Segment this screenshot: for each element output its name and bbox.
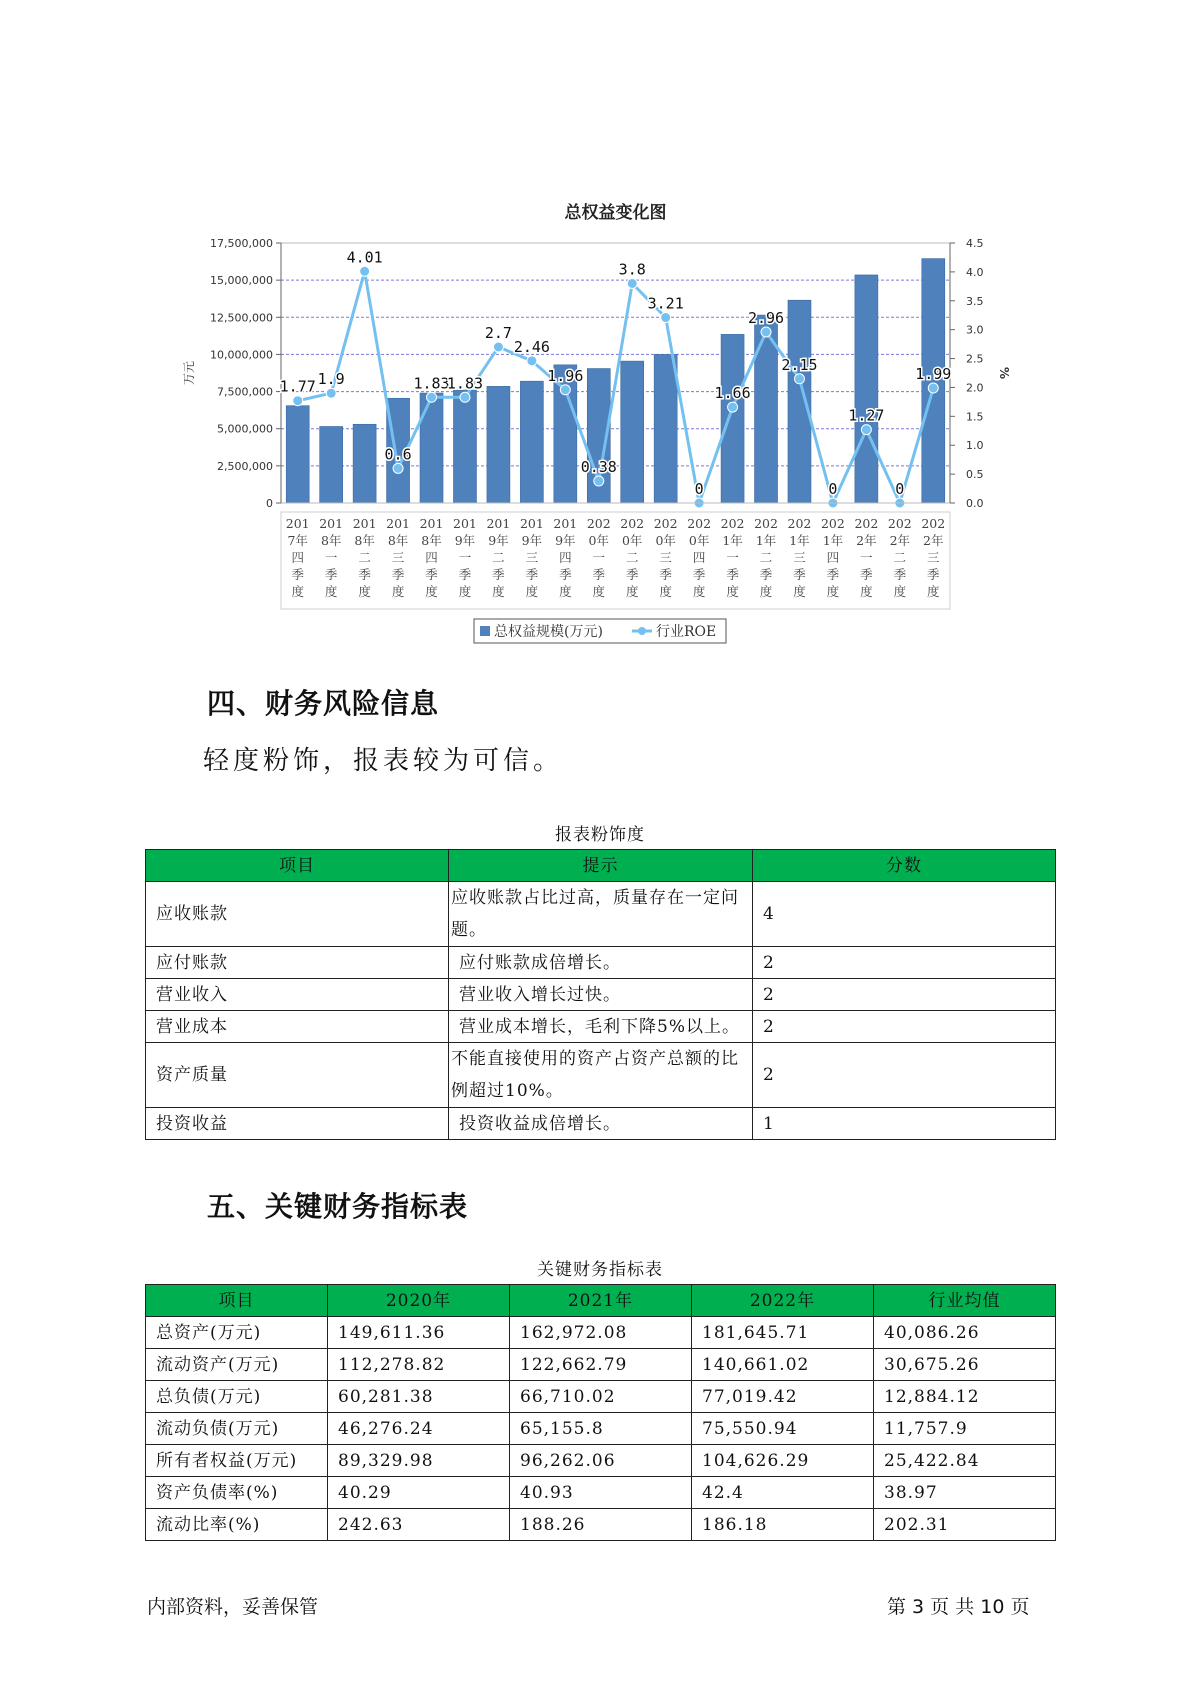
key-header-4: 行业均值	[874, 1285, 1056, 1317]
table-row	[146, 1509, 1056, 1541]
left-tick-label: 0	[266, 497, 273, 510]
roe-point	[761, 327, 771, 337]
risk-cell: 应付账款成倍增长。	[449, 947, 753, 979]
x-tick-label: 度	[793, 584, 806, 599]
x-tick-label: 202	[687, 516, 712, 531]
right-tick-label: 0.0	[966, 497, 984, 510]
key-cell: 资产负债率(%)	[146, 1477, 328, 1509]
x-tick-label: 202	[854, 516, 879, 531]
x-tick-label: 2年	[889, 533, 911, 548]
x-tick-label: 四	[425, 550, 438, 565]
x-tick-label: 季	[927, 567, 940, 582]
roe-point	[560, 385, 570, 395]
roe-data-label: 1.96	[547, 366, 584, 385]
left-axis-title: 万元	[182, 360, 196, 386]
x-tick-label: 度	[425, 584, 438, 599]
x-tick-label: 二	[625, 550, 639, 565]
roe-point	[360, 266, 370, 276]
x-tick-label: 度	[893, 584, 907, 599]
roe-point	[427, 392, 437, 402]
key-cell: 25,422.84	[874, 1445, 1056, 1477]
risk-cell: 营业收入增长过快。	[449, 979, 753, 1011]
x-tick-label: 季	[559, 567, 572, 582]
x-tick-label: 季	[826, 567, 840, 582]
table-row	[146, 1317, 1056, 1349]
x-tick-label: 9年	[454, 533, 476, 548]
equity-bar	[520, 381, 543, 503]
roe-data-label: 2.7	[484, 324, 512, 342]
key-cell: 188.26	[510, 1509, 692, 1541]
legend-line-label: 行业ROE	[656, 624, 717, 640]
roe-data-label: 0	[895, 480, 905, 498]
risk-table-caption: 报表粉饰度	[555, 825, 645, 845]
x-tick-label: 201	[386, 516, 411, 531]
x-tick-label: 季	[793, 567, 806, 582]
roe-point	[493, 342, 503, 352]
equity-bar	[721, 334, 744, 503]
key-cell: 75,550.94	[692, 1413, 874, 1445]
risk-cell: 应收账款占比过高，质量存在一定问题。	[449, 882, 753, 947]
x-tick-label: 度	[525, 584, 539, 599]
risk-cell: 投资收益成倍增长。	[449, 1108, 753, 1140]
x-tick-label: 度	[927, 584, 940, 599]
roe-data-label: 3.8	[618, 260, 646, 279]
x-tick-label: 201	[285, 516, 310, 531]
x-tick-label: 度	[726, 584, 739, 599]
key-cell: 流动资产(万元)	[146, 1349, 328, 1381]
x-tick-label: 季	[324, 567, 338, 582]
x-tick-label: 8年	[387, 533, 409, 548]
roe-data-label: 0.6	[384, 445, 412, 464]
left-tick-label: 12,500,000	[210, 311, 273, 325]
x-tick-label: 度	[291, 584, 304, 599]
roe-point	[728, 402, 738, 412]
x-tick-label: 201	[519, 516, 544, 531]
roe-data-label: 1.77	[279, 377, 316, 396]
x-tick-label: 季	[358, 567, 371, 582]
x-tick-label: 202	[887, 516, 912, 531]
key-cell: 202.31	[874, 1509, 1056, 1541]
roe-data-label: 3.21	[647, 294, 684, 313]
x-tick-label: 三	[793, 550, 806, 565]
x-tick-label: 三	[525, 550, 539, 565]
table-row	[146, 1381, 1056, 1413]
table-row	[146, 947, 1056, 979]
right-tick-label: 4.5	[966, 237, 984, 250]
x-tick-label: 四	[559, 550, 572, 565]
key-cell: 11,757.9	[874, 1413, 1056, 1445]
key-cell: 38.97	[874, 1477, 1056, 1509]
legend-bar-swatch	[480, 626, 490, 636]
key-cell: 96,262.06	[510, 1445, 692, 1477]
x-tick-label: 二	[492, 550, 505, 565]
left-tick-label: 5,000,000	[217, 422, 273, 436]
key-cell: 66,710.02	[510, 1381, 692, 1413]
table-row	[146, 1011, 1056, 1043]
key-cell: 112,278.82	[328, 1349, 510, 1381]
risk-cell: 4	[753, 882, 1056, 947]
left-tick-label: 7,500,000	[217, 385, 273, 399]
table-row	[146, 1413, 1056, 1445]
right-tick-label: 2.0	[966, 381, 984, 395]
roe-data-label: 0	[828, 480, 838, 498]
key-cell: 186.18	[692, 1509, 874, 1541]
risk-header-2: 分数	[753, 850, 1056, 882]
risk-cell: 营业成本增长，毛利下降5%以上。	[449, 1011, 753, 1043]
key-cell: 162,972.08	[510, 1317, 692, 1349]
table-row	[146, 1445, 1056, 1477]
roe-data-label: 2.96	[747, 308, 785, 327]
left-tick-label: 10,000,000	[210, 348, 273, 362]
x-tick-label: 201	[486, 516, 511, 531]
roe-data-label: 2.46	[513, 337, 550, 356]
roe-point	[661, 313, 671, 323]
key-cell: 12,884.12	[874, 1381, 1056, 1413]
x-tick-label: 度	[592, 584, 606, 599]
key-cell: 89,329.98	[328, 1445, 510, 1477]
x-tick-label: 季	[291, 567, 304, 582]
key-table-caption: 关键财务指标表	[537, 1260, 663, 1280]
x-tick-label: 202	[921, 516, 946, 531]
x-tick-label: 7年	[287, 533, 308, 548]
x-tick-label: 度	[826, 584, 840, 599]
key-cell: 104,626.29	[692, 1445, 874, 1477]
x-tick-label: 0年	[621, 533, 643, 548]
roe-data-label: 1.83	[413, 374, 450, 393]
x-tick-label: 8年	[421, 533, 442, 548]
x-tick-label: 0年	[655, 533, 676, 548]
key-cell: 77,019.42	[692, 1381, 874, 1413]
chart-title: 总权益变化图	[564, 203, 667, 223]
equity-bar	[353, 424, 376, 503]
risk-header-0: 项目	[146, 850, 449, 882]
x-tick-label: 度	[659, 584, 672, 599]
equity-bar	[320, 426, 343, 503]
right-tick-label: 3.0	[966, 323, 984, 337]
x-tick-label: 度	[559, 584, 572, 599]
equity-bar	[621, 361, 644, 503]
x-tick-label: 季	[625, 567, 639, 582]
risk-summary-text: 轻度粉饰，报表较为可信。	[203, 746, 564, 776]
x-tick-label: 202	[620, 516, 645, 531]
right-tick-label: 4.0	[966, 265, 984, 279]
section-5-heading: 五、关键财务指标表	[207, 1190, 469, 1223]
right-tick-label: 2.5	[966, 352, 984, 366]
roe-point	[794, 374, 804, 384]
x-tick-label: 度	[324, 584, 338, 599]
x-tick-label: 度	[759, 584, 773, 599]
x-tick-label: 201	[319, 516, 344, 531]
x-tick-label: 度	[492, 584, 505, 599]
table-row	[146, 1349, 1056, 1381]
key-cell: 所有者权益(万元)	[146, 1445, 328, 1477]
x-tick-label: 二	[759, 550, 773, 565]
x-tick-label: 三	[391, 550, 405, 565]
risk-cell: 资产质量	[146, 1043, 449, 1108]
risk-cell: 营业成本	[146, 1011, 449, 1043]
x-tick-label: 季	[692, 567, 706, 582]
x-tick-label: 0年	[688, 533, 710, 548]
x-tick-label: 季	[592, 567, 606, 582]
x-tick-label: 季	[759, 567, 773, 582]
x-tick-label: 季	[893, 567, 907, 582]
x-tick-label: 季	[525, 567, 539, 582]
x-tick-label: 季	[860, 567, 873, 582]
x-tick-label: 三	[659, 550, 672, 565]
equity-bar	[487, 386, 510, 503]
roe-data-label: 1.99	[915, 365, 952, 384]
roe-point	[594, 476, 604, 486]
table-row	[146, 882, 1056, 947]
roe-point	[928, 383, 938, 393]
x-tick-label: 8年	[354, 533, 375, 548]
risk-header-1: 提示	[449, 850, 753, 882]
key-cell: 181,645.71	[692, 1317, 874, 1349]
x-tick-label: 9年	[521, 533, 543, 548]
equity-bar	[453, 390, 476, 503]
legend-line-marker	[638, 627, 646, 635]
x-tick-label: 季	[425, 567, 438, 582]
x-tick-label: 一	[592, 550, 606, 565]
x-tick-label: 一	[860, 550, 873, 565]
equity-bar	[654, 354, 677, 503]
x-tick-label: 一	[726, 550, 739, 565]
footer-confidential: 内部资料，妥善保管	[147, 1596, 319, 1618]
key-cell: 149,611.36	[328, 1317, 510, 1349]
table-row	[146, 1043, 1056, 1108]
x-tick-label: 202	[720, 516, 745, 531]
key-cell: 46,276.24	[328, 1413, 510, 1445]
x-tick-label: 度	[692, 584, 706, 599]
table-row	[146, 1108, 1056, 1140]
risk-table	[145, 849, 1056, 1140]
x-tick-label: 2年	[856, 533, 877, 548]
key-cell: 总负债(万元)	[146, 1381, 328, 1413]
x-tick-label: 季	[726, 567, 739, 582]
roe-point	[326, 388, 336, 398]
key-cell: 流动负债(万元)	[146, 1413, 328, 1445]
x-tick-label: 202	[820, 516, 845, 531]
key-cell: 140,661.02	[692, 1349, 874, 1381]
x-tick-label: 201	[352, 516, 377, 531]
x-tick-label: 201	[453, 516, 477, 531]
key-cell: 30,675.26	[874, 1349, 1056, 1381]
x-axis-label-box	[281, 512, 950, 609]
risk-cell: 1	[753, 1108, 1056, 1140]
roe-data-label: 0	[694, 480, 704, 498]
x-tick-label: 季	[458, 567, 472, 582]
x-tick-label: 季	[659, 567, 672, 582]
key-cell: 总资产(万元)	[146, 1317, 328, 1349]
x-tick-label: 四	[692, 550, 706, 565]
key-cell: 242.63	[328, 1509, 510, 1541]
x-tick-label: 202	[787, 516, 812, 531]
key-header-3: 2022年	[692, 1285, 874, 1317]
x-tick-label: 度	[458, 584, 472, 599]
roe-data-label: 1.9	[317, 370, 345, 389]
x-tick-label: 一	[458, 550, 472, 565]
equity-bar	[420, 393, 443, 503]
roe-point	[527, 356, 537, 366]
roe-point	[393, 463, 403, 473]
key-cell: 65,155.8	[510, 1413, 692, 1445]
equity-bar	[788, 300, 811, 503]
roe-data-label: 1.83	[446, 374, 484, 393]
x-tick-label: 度	[391, 584, 405, 599]
equity-change-chart	[0, 0, 1191, 680]
risk-cell: 2	[753, 979, 1056, 1011]
x-tick-label: 三	[927, 550, 940, 565]
roe-point	[627, 278, 637, 288]
right-tick-label: 1.0	[966, 439, 984, 453]
key-header-2: 2021年	[510, 1285, 692, 1317]
risk-cell: 2	[753, 1043, 1056, 1108]
risk-cell: 营业收入	[146, 979, 449, 1011]
x-tick-label: 202	[754, 516, 778, 531]
x-tick-label: 8年	[320, 533, 342, 548]
risk-cell: 2	[753, 1011, 1056, 1043]
key-indicator-table	[145, 1284, 1056, 1541]
section-4-heading: 四、财务风险信息	[207, 687, 440, 720]
x-tick-label: 度	[625, 584, 639, 599]
risk-cell: 应付账款	[146, 947, 449, 979]
x-tick-label: 四	[291, 550, 304, 565]
roe-data-label: 1.27	[848, 406, 885, 425]
key-header-0: 项目	[146, 1285, 328, 1317]
risk-cell: 2	[753, 947, 1056, 979]
x-tick-label: 0年	[588, 533, 610, 548]
x-tick-label: 2年	[923, 533, 944, 548]
footer-page-number: 第 3 页 共 10 页	[887, 1596, 1030, 1618]
x-tick-label: 1年	[755, 533, 777, 548]
risk-cell: 投资收益	[146, 1108, 449, 1140]
key-cell: 流动比率(%)	[146, 1509, 328, 1541]
equity-bar	[286, 406, 309, 503]
roe-data-label: 4.01	[346, 248, 383, 267]
table-row	[146, 1477, 1056, 1509]
x-tick-label: 二	[893, 550, 907, 565]
x-tick-label: 9年	[555, 533, 576, 548]
legend-bar-label: 总权益规模(万元)	[494, 624, 603, 640]
x-tick-label: 度	[860, 584, 873, 599]
x-tick-label: 1年	[822, 533, 844, 548]
roe-point	[293, 396, 303, 406]
right-tick-label: 0.5	[966, 468, 984, 482]
key-cell: 122,662.79	[510, 1349, 692, 1381]
key-cell: 40,086.26	[874, 1317, 1056, 1349]
equity-bar	[855, 275, 878, 503]
x-tick-label: 201	[419, 516, 444, 531]
roe-point	[460, 392, 470, 402]
right-tick-label: 3.5	[966, 294, 984, 308]
x-tick-label: 四	[826, 550, 840, 565]
roe-data-label: 1.66	[714, 384, 751, 403]
x-tick-label: 季	[492, 567, 505, 582]
roe-data-label: 0.38	[580, 458, 617, 477]
right-axis-title: %	[997, 366, 1011, 380]
x-tick-label: 1年	[722, 533, 743, 548]
table-row	[146, 979, 1056, 1011]
left-tick-label: 15,000,000	[210, 274, 273, 288]
x-tick-label: 201	[553, 516, 578, 531]
x-tick-label: 202	[586, 516, 611, 531]
right-tick-label: 1.5	[966, 410, 984, 424]
left-tick-label: 2,500,000	[217, 459, 273, 473]
key-cell: 40.29	[328, 1477, 510, 1509]
key-header-1: 2020年	[328, 1285, 510, 1317]
x-tick-label: 二	[358, 550, 371, 565]
risk-cell: 应收账款	[146, 882, 449, 947]
risk-cell: 不能直接使用的资产占资产总额的比例超过10%。	[449, 1043, 753, 1108]
roe-data-label: 2.15	[781, 355, 818, 374]
x-tick-label: 度	[358, 584, 371, 599]
x-tick-label: 一	[324, 550, 338, 565]
x-tick-label: 季	[391, 567, 405, 582]
left-tick-label: 17,500,000	[210, 237, 273, 250]
key-cell: 60,281.38	[328, 1381, 510, 1413]
x-tick-label: 202	[653, 516, 678, 531]
x-tick-label: 9年	[488, 533, 509, 548]
key-cell: 40.93	[510, 1477, 692, 1509]
x-tick-label: 1年	[789, 533, 810, 548]
roe-point	[861, 425, 871, 435]
key-cell: 42.4	[692, 1477, 874, 1509]
